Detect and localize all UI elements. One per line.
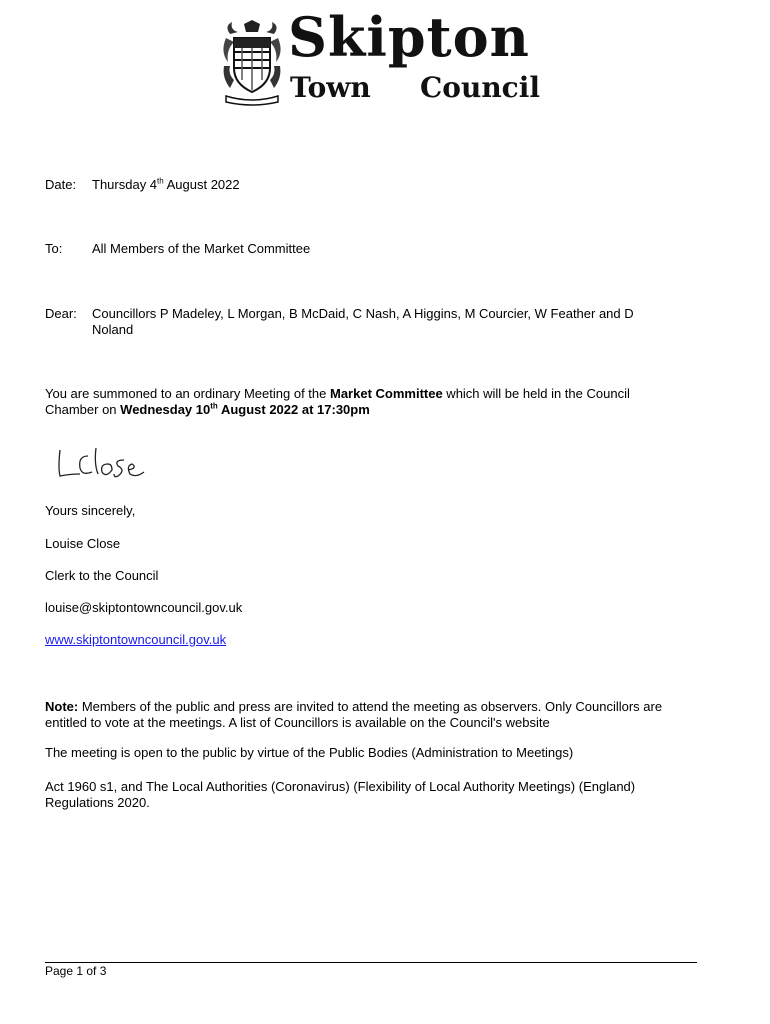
public-access-paragraph: The meeting is open to the public by virtue of the Public Bodies (Administration to Meetings): [45, 745, 574, 760]
dear-value: Councillors P Madeley, L Morgan, B McDaid, C Nash, A Higgins, M Courcier, W Feather and D Noland: [92, 306, 634, 337]
footer-divider: [45, 962, 697, 963]
note-label: Note:: [45, 699, 79, 714]
letterhead-town: Town: [290, 71, 371, 104]
signatory-role: Clerk to the Council: [45, 568, 159, 583]
coat-of-arms-icon: [220, 18, 284, 106]
summons-paragraph: You are summoned to an ordinary Meeting of the Market Committee which will be held in the Council Chamber on Wednesday 10th August 2022 at 17:30pm: [45, 386, 630, 417]
closing-yours: Yours sincerely,: [45, 503, 136, 518]
date-value: Thursday 4th August 2022: [92, 176, 240, 192]
signatory-name: Louise Close: [45, 536, 121, 551]
to-label: To:: [45, 241, 63, 256]
letterhead-logo: [220, 5, 550, 106]
to-row: [45, 241, 310, 257]
committee-name: Market Committee: [329, 386, 443, 401]
date-row: [45, 177, 240, 193]
date-label: Date:: [45, 177, 77, 192]
letterhead-council: Council: [420, 71, 540, 104]
page-number: Page 1 of 3: [45, 964, 107, 978]
handwritten-signature: [50, 438, 150, 488]
meeting-datetime: Wednesday 10th August 2022 at 17:30pm: [120, 401, 370, 417]
note-paragraph: Note: Members of the public and press are invited to attend the meeting as observers. Only Councillors are entitled to vote at the meetings. A list of Councillors is available on the Council's website: [45, 699, 663, 730]
website-row: [45, 632, 725, 648]
website-link[interactable]: www.skiptontowncouncil.gov.uk: [45, 632, 227, 647]
legislation-paragraph: Act 1960 s1, and The Local Authorities (Coronavirus) (Flexibility of Local Authority Meetings) (England) Regulations 2020.: [45, 779, 636, 810]
letterhead-title: Skipton: [288, 5, 530, 69]
dear-row: [45, 306, 634, 338]
to-value: All Members of the Market Committee: [92, 241, 311, 256]
dear-label: Dear:: [45, 306, 77, 321]
signatory-email: louise@skiptontowncouncil.gov.uk: [45, 600, 243, 615]
